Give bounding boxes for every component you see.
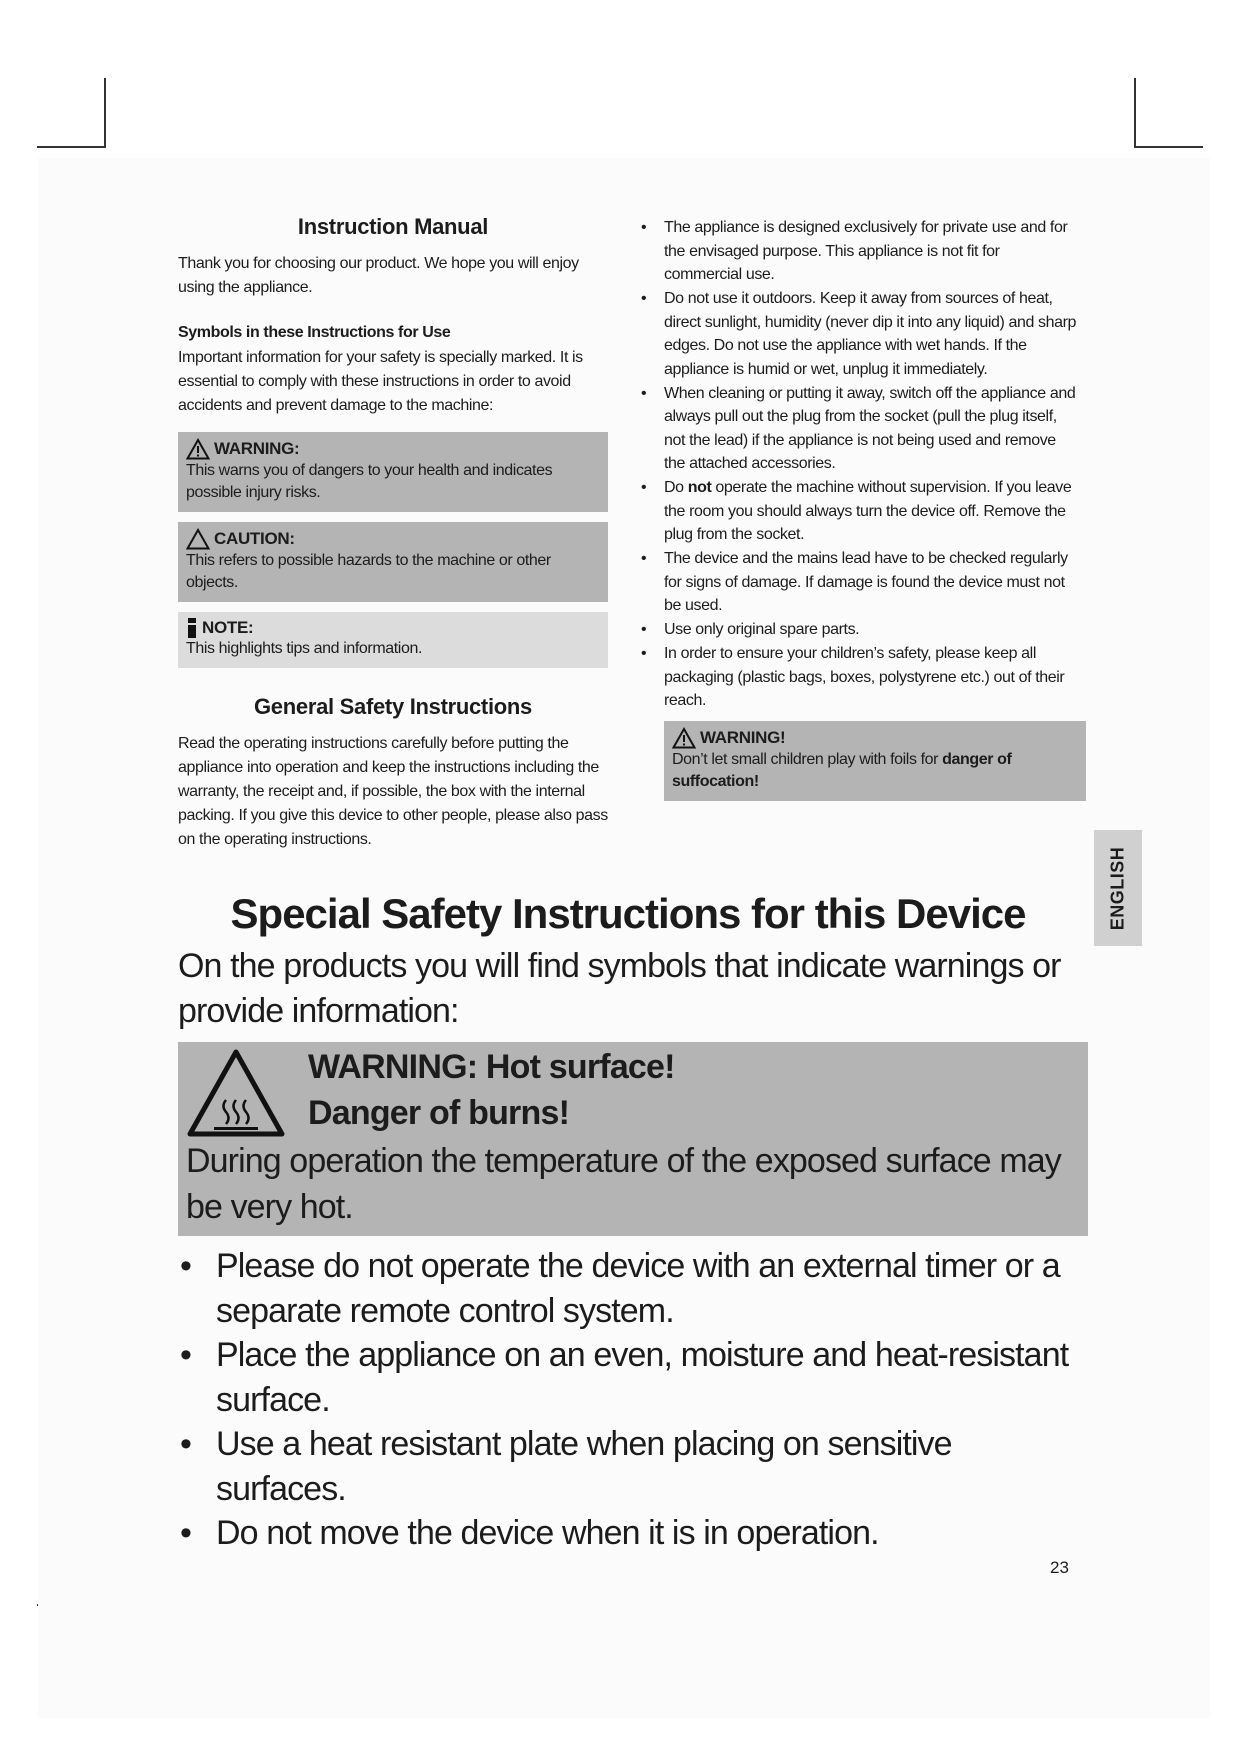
instruction-manual-heading: Instruction Manual [297,214,489,239]
hot-surface-warning-box [178,1042,1088,1236]
list-item: • Do not move the device when it is in operation. [178,1511,1078,1556]
burn-danger-title: Danger of burns! [308,1094,570,1132]
special-safety-list [178,1244,1078,1556]
list-item: • Do not use it outdoors. Keep it away from sources of heat, direct sunlight, humidity (never dip it into any liquid) and sharp edges. Do not use the appliance with wet hands. If the appliance is humid or wet, unplug it immediately. [640,287,1080,381]
hot-surface-icon [186,1048,286,1138]
right-column [640,216,1080,801]
crop-mark [1134,78,1136,148]
crop-mark [37,146,106,148]
warning-text: This warns you of dangers to your health and indicates possible injury risks. [186,462,553,501]
hot-surface-text: During operation the temperature of the exposed surface may be very hot. [186,1142,1061,1226]
intro-text: Thank you for choosing our product. We hope you will enjoy using the appliance. [178,255,579,296]
warning-title: WARNING: [214,439,300,458]
note-text: This highlights tips and information. [186,640,422,657]
list-item: • Please do not operate the device with an external timer or a separate remote control system. [178,1244,1078,1333]
general-safety-text: Read the operating instructions carefully before putting the appliance into operation and keep the instructions including the warranty, the receipt and, if possible, the box with the internal packing. If you give this device to other people, please also pass on the operating instructions. [178,735,608,848]
list-item: • Place the appliance on an even, moisture and heat-resistant surface. [178,1333,1078,1422]
left-column [178,214,608,852]
caution-text: This refers to possible hazards to the machine or other objects. [186,552,551,591]
caution-box [178,522,608,602]
note-box [178,612,608,668]
general-safety-heading: General Safety Instructions [254,694,532,719]
list-item: • The device and the mains lead have to be checked regularly for signs of damage. If damage is found the device must not be used. [640,547,1080,618]
special-safety-section [178,890,1078,1556]
list-item: • Use a heat resistant plate when placing on sensitive surfaces. [178,1422,1078,1511]
general-safety-list [640,216,1080,713]
children-warning-text: Don’t let small children play with foils for danger of suffocation! [672,750,1012,790]
warning-triangle-icon [672,727,696,749]
warning-triangle-icon [186,438,210,460]
warning-title: WARNING! [700,727,786,747]
info-icon [186,618,198,638]
symbols-heading: Symbols in these Instructions for Use [178,324,451,341]
list-item: • In order to ensure your children’s safety, please keep all packaging (plastic bags, boxes, polystyrene etc.) out of their reach. [640,642,1080,713]
children-warning-box [664,721,1086,801]
warning-box [178,432,608,512]
caution-title: CAUTION: [214,529,295,548]
list-item: • Do not operate the machine without supervision. If you leave the room you should always turn the device off. Remove the plug from the socket. [640,476,1080,547]
special-intro-text: On the products you will find symbols that indicate warnings or provide information: [178,947,1061,1030]
hot-surface-title: WARNING: Hot surface! [308,1048,675,1086]
special-safety-heading: Special Safety Instructions for this Device [230,890,1026,937]
symbols-text: Important information for your safety is specially marked. It is essential to comply with these instructions in order to avoid accidents and prevent damage to the machine: [178,349,583,414]
crop-mark [1134,146,1203,148]
crop-mark [104,78,106,148]
page-number: 23 [1050,1558,1069,1577]
note-title: NOTE: [202,618,254,637]
language-tab [1094,830,1142,946]
list-item: • When cleaning or putting it away, switch off the appliance and always pull out the plug from the socket (pull the plug itself, not the lead) if the appliance is not being used and remove the attached accessories. [640,382,1080,476]
list-item: • Use only original spare parts. [640,618,1080,642]
list-item: • The appliance is designed exclusively for private use and for the envisaged purpose. This appliance is not fit for commercial use. [640,216,1080,287]
caution-triangle-icon [186,528,210,550]
language-label: ENGLISH [1107,846,1128,930]
